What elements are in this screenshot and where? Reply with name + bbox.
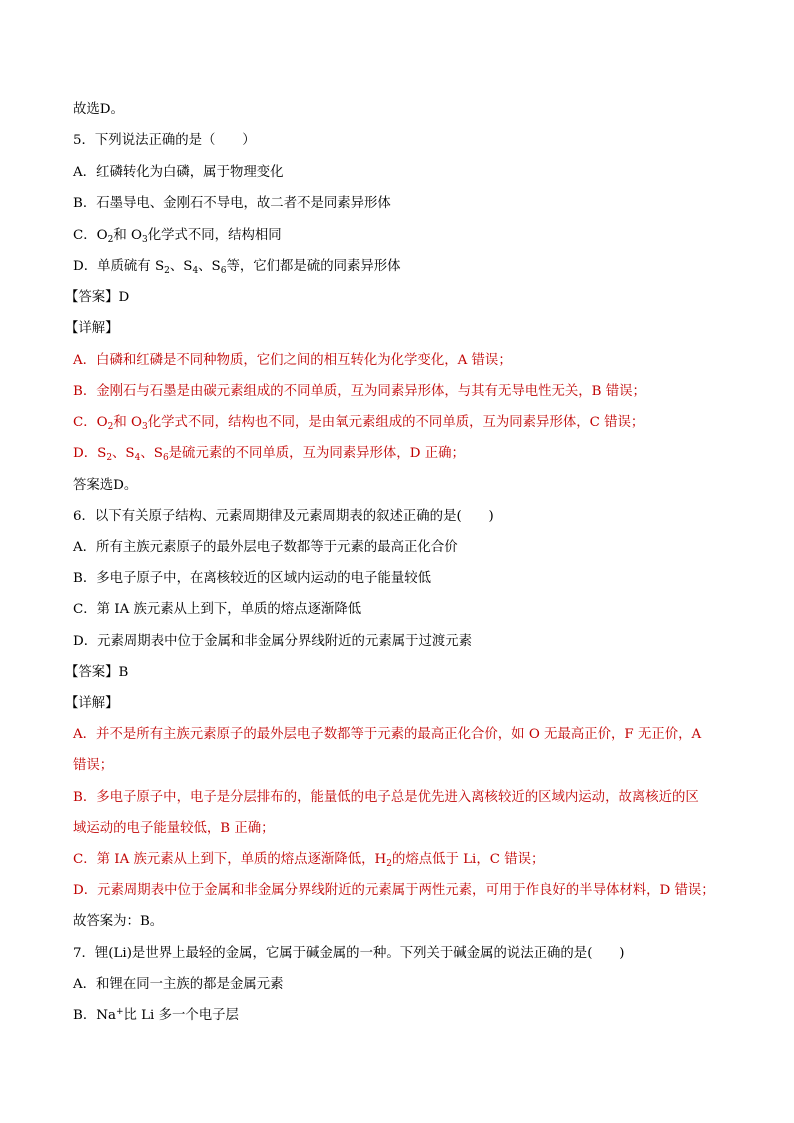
q7-stem: 7．锂(Li)是世界上最轻的金属，它属于碱金属的一种。下列关于碱金属的说法正确的是( )	[73, 946, 625, 961]
q6-explain-b-line2: 域运动的电子能量较低，B 正确；	[73, 821, 275, 836]
text: 等，它们都是硫的同素异形体	[226, 259, 401, 274]
q4-conclusion: 故选D。	[73, 102, 124, 117]
q5-explain-c	[73, 413, 644, 433]
q7-option-b	[73, 1006, 239, 1026]
q7-option-a: A．和锂在同一主族的都是金属元素	[73, 977, 284, 992]
q6-detail-title: 【详解】	[65, 696, 119, 711]
text: 、S	[169, 259, 193, 274]
subscript: 2	[107, 422, 114, 432]
text: 、S	[112, 446, 135, 461]
text: 是硫元素的不同单质，互为同素异形体，D 正确；	[168, 446, 465, 461]
text: 化学式不同，结构也不同，是由氧元素组成的不同单质，互为同素异形体，C 错误；	[147, 415, 645, 430]
q5-stem: 5．下列说法正确的是（ ）	[73, 133, 256, 148]
q6-explain-d: D．元素周期表中位于金属和非金属分界线附近的元素属于两性元素，可用于作良好的半导体材料，D 错误；	[73, 883, 715, 898]
q6-explain-c	[73, 850, 544, 870]
q6-option-b: B．多电子原子中，在离核较近的区域内运动的电子能量较低	[73, 571, 431, 586]
q5-conclusion: 答案选D。	[73, 478, 138, 493]
subscript: 6	[162, 453, 169, 463]
q5-option-a: A．红磷转化为白磷，属于物理变化	[73, 165, 284, 180]
subscript: 4	[192, 266, 199, 276]
q5-explain-d	[73, 444, 465, 464]
q5-explain-b: B．金刚石与石墨是由碳元素组成的不同单质，互为同素异形体，与其有无导电性无关，B 错误；	[73, 384, 646, 399]
subscript: 6	[220, 266, 227, 276]
text: C．O	[73, 415, 108, 430]
q6-option-d: D．元素周期表中位于金属和非金属分界线附近的元素属于过渡元素	[73, 634, 473, 649]
text: 、S	[198, 259, 221, 274]
q5-answer: 【答案】D	[65, 290, 130, 305]
subscript: 2	[107, 235, 114, 245]
text: 、S	[140, 446, 163, 461]
text: D．S	[73, 446, 107, 461]
text: 和 O	[113, 228, 142, 243]
subscript: 2	[386, 859, 392, 869]
q6-option-a: A．所有主族元素原子的最外层电子数都等于元素的最高正化合价	[73, 540, 458, 555]
subscript: 2	[164, 266, 170, 276]
text: D．单质硫有 S	[73, 259, 165, 274]
q6-explain-a-line2: 错误；	[73, 758, 114, 773]
q6-explain-a-line1: A．并不是所有主族元素原子的最外层电子数都等于元素的最高正化合价，如 O 无最高正价，F 无正价，A	[73, 727, 702, 742]
text: C．第 IA 族元素从上到下，单质的熔点逐渐降低，H	[73, 852, 387, 867]
q5-detail-title: 【详解】	[65, 321, 119, 336]
q6-answer: 【答案】B	[65, 665, 129, 680]
subscript: 3	[142, 422, 148, 432]
q6-stem: 6．以下有关原子结构、元素周期律及元素周期表的叙述正确的是( )	[73, 509, 494, 524]
superscript: +	[115, 1007, 124, 1017]
text: B．Na	[73, 1008, 116, 1023]
subscript: 4	[134, 453, 141, 463]
q6-option-c: C．第 IA 族元素从上到下，单质的熔点逐渐降低	[73, 602, 362, 617]
q6-conclusion: 故答案为：B。	[73, 914, 164, 929]
text: 比 Li 多一个电子层	[123, 1008, 239, 1023]
subscript: 2	[106, 453, 113, 463]
q6-explain-b-line1: B．多电子原子中，电子是分层排布的，能量低的电子总是优先进入离核较近的区域内运动，故离核近的区	[73, 790, 699, 805]
q5-explain-a: A．白磷和红磷是不同种物质，它们之间的相互转化为化学变化，A 错误；	[73, 353, 512, 368]
q5-option-b: B．石墨导电、金刚石不导电，故二者不是同素异形体	[73, 196, 391, 211]
q5-option-d	[73, 257, 401, 277]
subscript: 3	[142, 235, 148, 245]
text: 的熔点低于 Li，C 错误；	[391, 852, 545, 867]
text: 化学式不同，结构相同	[147, 228, 282, 243]
text: 和 O	[113, 415, 142, 430]
text: C．O	[73, 228, 108, 243]
q5-option-c	[73, 226, 282, 246]
